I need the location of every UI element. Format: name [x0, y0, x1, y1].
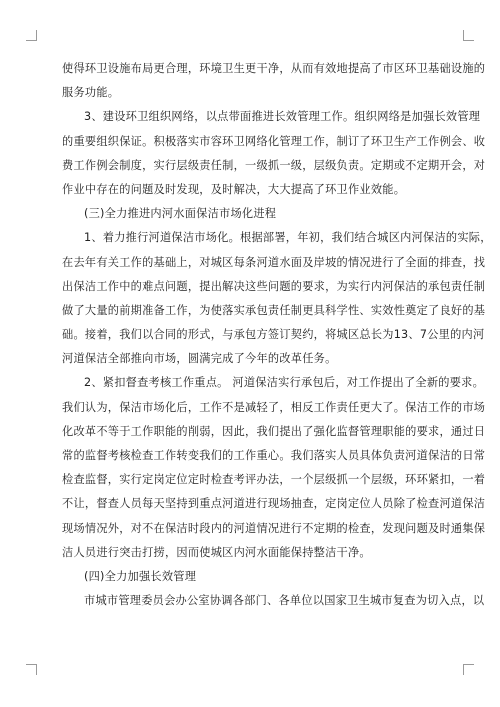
text-line: 服务功能。: [62, 86, 120, 100]
crop-mark-top-right: [463, 30, 474, 41]
text-line: 出保洁工作中的难点问题，提出解决这些问题的要求，为实行内河保洁的承包责任制: [62, 279, 486, 293]
crop-mark-bottom-right: [463, 664, 474, 675]
text-line: 不让，督查人员每天坚持到重点河道进行现场抽查，定岗定位人员除了检查河道保洁: [62, 497, 486, 511]
text-line: 洁人员进行突击打捞，因而使城区内河水面能保持整洁干净。: [62, 545, 371, 559]
text-line: 常的监督考核检查工作转变我们的工作重心。我们落实人员具体负责河道保洁的日常: [62, 449, 486, 462]
text-line: 现场情况外，对不在保洁时段内的河道情况进行不定期的检查，发现问题及时通集保: [62, 521, 486, 535]
crop-mark-top-left: [26, 30, 37, 41]
document-body: [62, 62, 492, 618]
text-line: 在去年有关工作的基础上，对城区每条河道水面及岸坡的情况进行了全面的排查，找: [62, 255, 486, 269]
text-line: 检查监督，实行定岗定位定时检查考评办法，一个层级抓一个层级，环环紧扣，一着: [62, 473, 486, 487]
text-line: (三)全力推进内河水面保洁市场化进程: [84, 207, 277, 221]
text-line: 1、着力推行河道保洁市场化。根据部署，年初，我们结合城区内河保洁的实际，: [84, 231, 492, 245]
crop-mark-bottom-left: [26, 664, 37, 675]
text-line: 市城市管理委员会办公室协调各部门、各单位以国家卫生城市复查为切入点，以: [84, 594, 485, 608]
text-line: 费工作例会制度，实行层级责任制，一级抓一级，层级负责。定期或不定期开会，对: [62, 158, 486, 172]
text-line: 的重要组织保证。积极落实市容环卫网络化管理工作，制订了环卫生产工作例会、收: [62, 134, 486, 148]
text-line: 使得环卫设施布局更合理，环境卫生更干净，从而有效地提高了市区环卫基础设施的: [62, 62, 486, 75]
text-line: 做了大量的前期准备工作，为使落实承包责任制更具科学性、实效性奠定了良好的基: [62, 303, 486, 317]
text-line: 我们认为，保洁市场化后，工作不是减轻了，相反工作责任更大了。保洁工作的市场: [62, 400, 486, 414]
text-line: 作业中存在的问题及时发现，及时解决，大大提高了环卫作业效能。: [62, 182, 406, 196]
text-line: (四)全力加强长效管理: [84, 569, 197, 583]
text-line: 河道保洁全部推向市场，圆满完成了今年的改革任务。: [62, 352, 337, 366]
text-line: 2、紧扣督查考核工作重点。 河道保洁实行承包后，对工作提出了全新的要求。: [84, 376, 485, 390]
text-line: 3、建设环卫组织网络，以点带面推进长效管理工作。组织网络是加强长效管理: [84, 110, 481, 124]
text-line: 础。接着，我们以合同的形式，与承包方签订契约，将城区总长为13、7公里的内河: [62, 328, 485, 342]
text-line: 化改革不等于工作职能的削弱，因此，我们提出了强化监督管理职能的要求，通过日: [62, 424, 486, 438]
